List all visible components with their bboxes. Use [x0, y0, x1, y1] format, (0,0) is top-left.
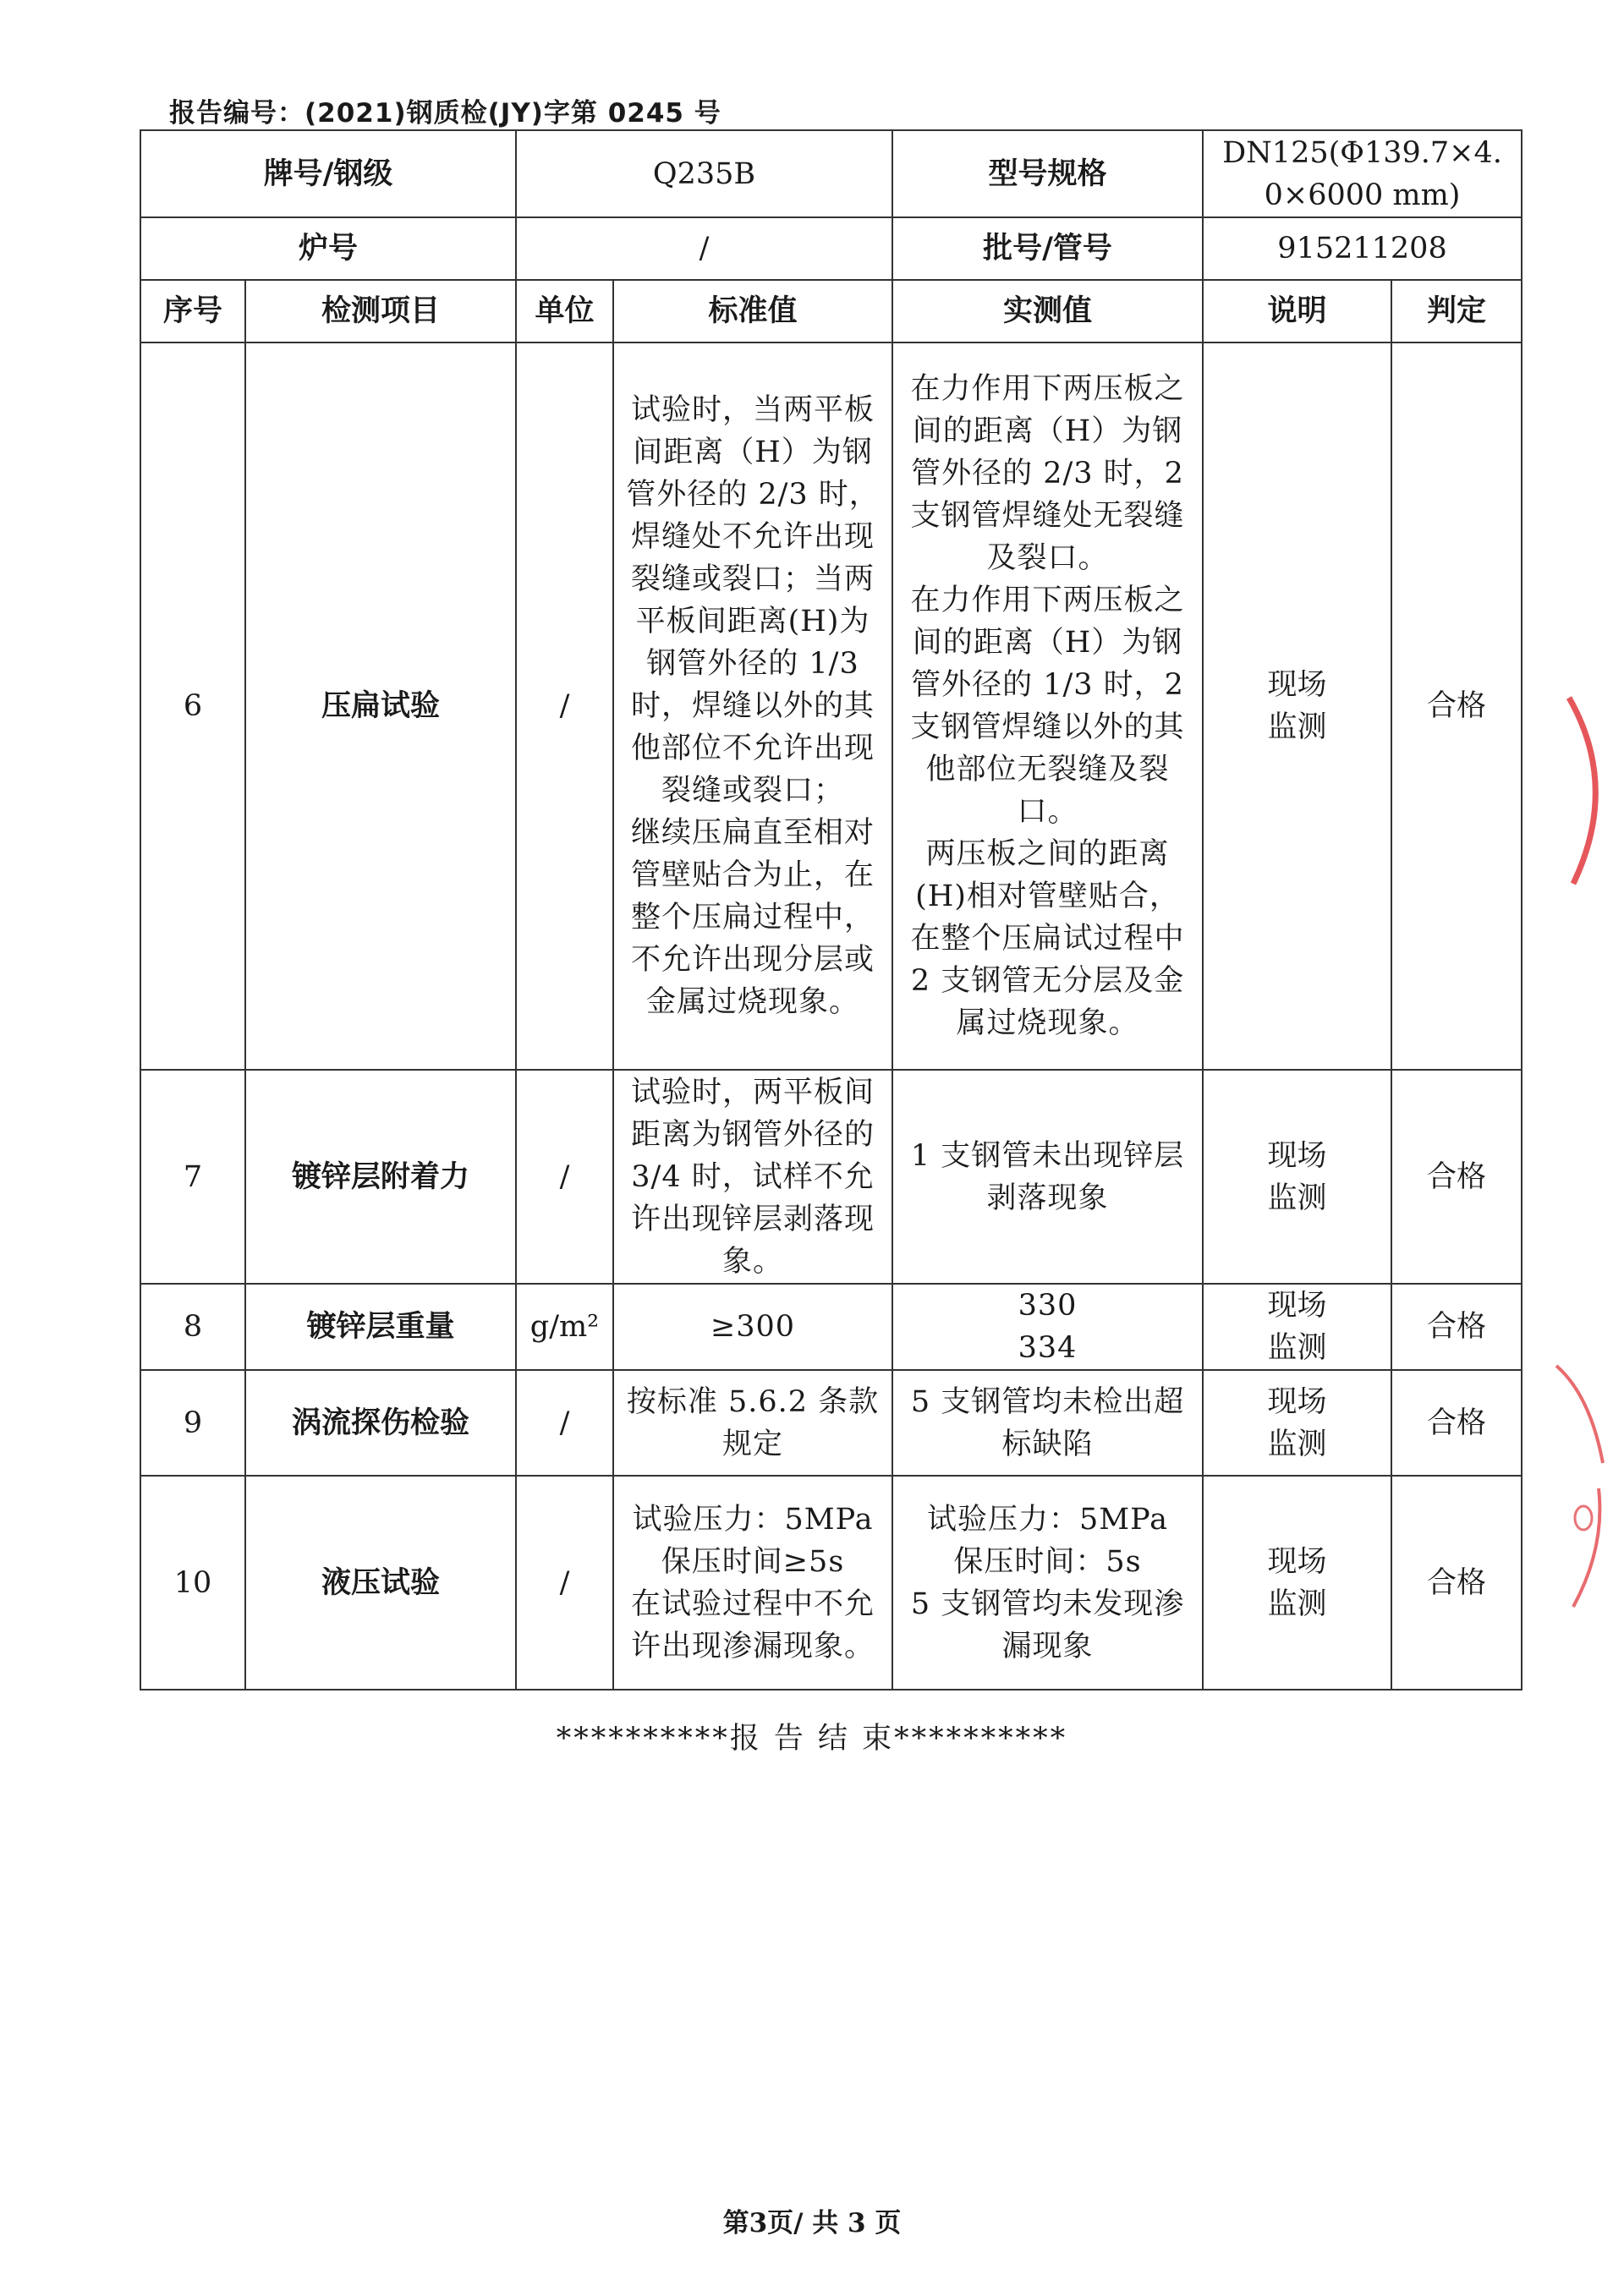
- row-note: 现场 监测: [1203, 342, 1391, 1070]
- batch-value: 915211208: [1203, 217, 1522, 280]
- header-unit: 单位: [516, 280, 613, 342]
- info-row-furnace: [140, 217, 1522, 280]
- batch-label: 批号/管号: [892, 217, 1203, 280]
- row-verdict: 合格: [1391, 1070, 1522, 1284]
- report-end-marker: **********报 告 结 束**********: [556, 1722, 1068, 1756]
- header-no: 序号: [140, 280, 245, 342]
- test-results-table: [140, 129, 1522, 1690]
- row-item: 镀锌层附着力: [245, 1070, 516, 1284]
- header-note: 说明: [1203, 280, 1391, 342]
- row-unit: /: [516, 1070, 613, 1284]
- row-no: 10: [140, 1476, 245, 1690]
- info-row-brand: [140, 130, 1522, 217]
- row-unit: /: [516, 1370, 613, 1476]
- row-no: 9: [140, 1370, 245, 1476]
- report-number: 报告编号：(2021)钢质检(JY)字第 0245 号: [169, 98, 721, 129]
- row-unit: /: [516, 1476, 613, 1690]
- row-no: 8: [140, 1284, 245, 1370]
- header-verdict: 判定: [1391, 280, 1522, 342]
- row-note: 现场 监测: [1203, 1284, 1391, 1370]
- header-item: 检测项目: [245, 280, 516, 342]
- row-standard: 试验时，当两平板间距离（H）为钢管外径的 2/3 时，焊缝处不允许出现裂缝或裂口；当两平板间距离(H)为钢管外径的 1/3 时，焊缝以外的其他部位不允许出现裂缝或裂口； 继续压扁直至相对管壁贴合为止，在整个压扁过程中，不允许出现分层或金属过烧现象。: [613, 342, 892, 1070]
- red-seal-stamp: [1556, 693, 1624, 888]
- row-unit: /: [516, 342, 613, 1070]
- model-label: 型号规格: [892, 130, 1203, 217]
- row-note: 现场 监测: [1203, 1070, 1391, 1284]
- red-seal-stamp-partial: [1539, 1362, 1624, 1615]
- page-number: 第3页/ 共 3 页: [722, 2208, 902, 2238]
- row-note: 现场 监测: [1203, 1370, 1391, 1476]
- header-row: [140, 280, 1522, 342]
- table-row: [140, 1370, 1522, 1476]
- row-no: 7: [140, 1070, 245, 1284]
- row-item: 涡流探伤检验: [245, 1370, 516, 1476]
- row-unit: g/m²: [516, 1284, 613, 1370]
- brand-value: Q235B: [516, 130, 892, 217]
- row-note: 现场 监测: [1203, 1476, 1391, 1690]
- row-verdict: 合格: [1391, 1476, 1522, 1690]
- table-row: [140, 1070, 1522, 1284]
- header-measured: 实测值: [892, 280, 1203, 342]
- row-item: 液压试验: [245, 1476, 516, 1690]
- row-item: 镀锌层重量: [245, 1284, 516, 1370]
- row-standard: 试验时，两平板间距离为钢管外径的 3/4 时，试样不允许出现锌层剥落现象。: [613, 1070, 892, 1284]
- brand-label: 牌号/钢级: [140, 130, 516, 217]
- row-measured: 5 支钢管均未检出超标缺陷: [892, 1370, 1203, 1476]
- table-row: [140, 1284, 1522, 1370]
- row-standard: 试验压力：5MPa 保压时间≥5s 在试验过程中不允许出现渗漏现象。: [613, 1476, 892, 1690]
- row-measured: 330 334: [892, 1284, 1203, 1370]
- row-verdict: 合格: [1391, 342, 1522, 1070]
- model-value: DN125(Φ139.7×4.0×6000 mm): [1203, 130, 1522, 217]
- furnace-value: /: [516, 217, 892, 280]
- row-verdict: 合格: [1391, 1370, 1522, 1476]
- row-no: 6: [140, 342, 245, 1070]
- table-row: [140, 1476, 1522, 1690]
- row-verdict: 合格: [1391, 1284, 1522, 1370]
- row-item: 压扁试验: [245, 342, 516, 1070]
- row-standard: ≥300: [613, 1284, 892, 1370]
- row-standard: 按标准 5.6.2 条款规定: [613, 1370, 892, 1476]
- row-measured: 1 支钢管未出现锌层剥落现象: [892, 1070, 1203, 1284]
- furnace-label: 炉号: [140, 217, 516, 280]
- table-row: [140, 342, 1522, 1070]
- row-measured: 试验压力：5MPa 保压时间：5s 5 支钢管均未发现渗漏现象: [892, 1476, 1203, 1690]
- row-measured: 在力作用下两压板之间的距离（H）为钢管外径的 2/3 时，2 支钢管焊缝处无裂缝及裂口。 在力作用下两压板之间的距离（H）为钢管外径的 1/3 时，2 支钢管焊缝以外的其他部位无裂缝及裂口。 两压板之间的距离(H)相对管壁贴合，在整个压扁试过程中 2 支钢管无分层及金属过烧现象。: [892, 342, 1203, 1070]
- header-standard: 标准值: [613, 280, 892, 342]
